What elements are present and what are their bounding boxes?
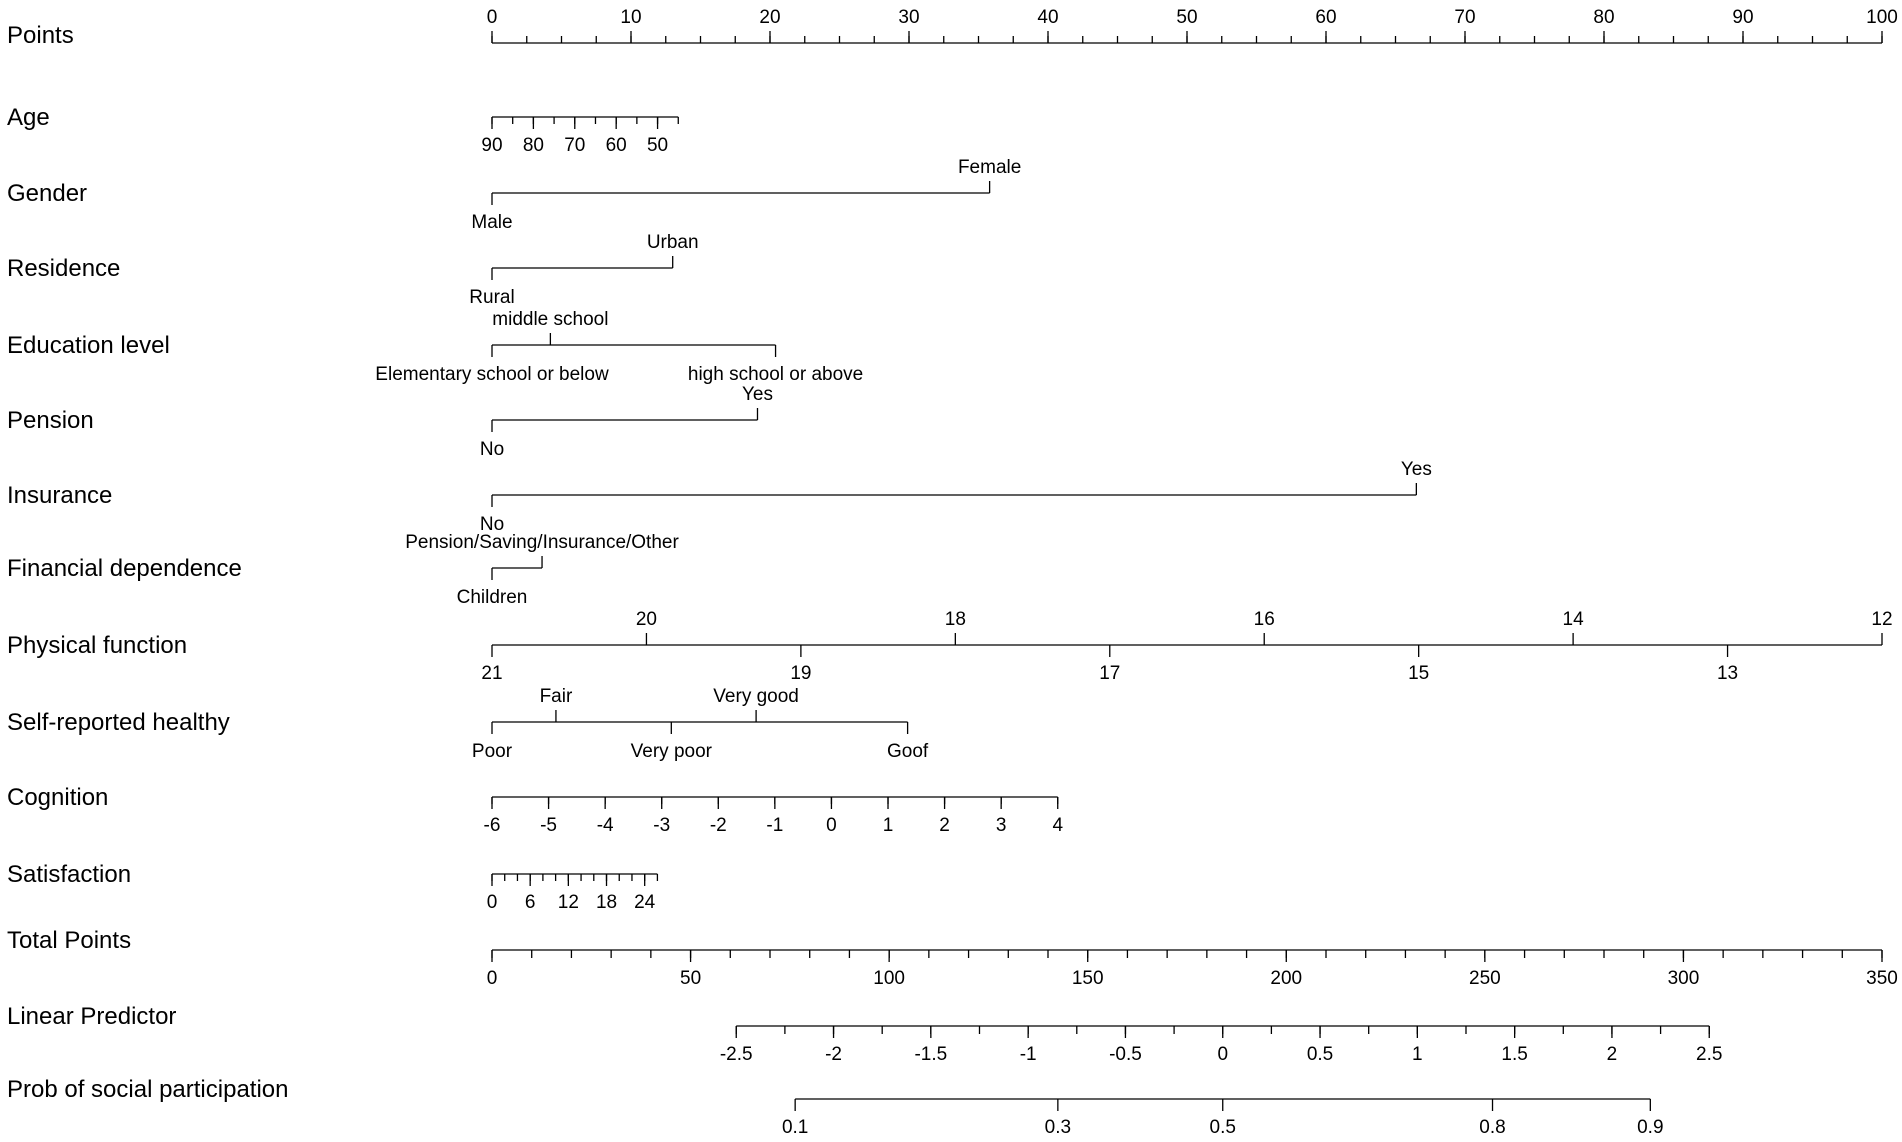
tick-label: 60 xyxy=(1315,7,1337,28)
tick-label: 90 xyxy=(1732,7,1754,28)
tick-label: -6 xyxy=(483,815,501,836)
tick-label: 50 xyxy=(680,968,702,989)
tick-label: 1.5 xyxy=(1501,1044,1528,1065)
category-label: Female xyxy=(957,157,1022,178)
category-label: Yes xyxy=(741,384,773,405)
tick-label: 80 xyxy=(1593,7,1615,28)
tick-label: 150 xyxy=(1071,968,1104,989)
category-label: Yes xyxy=(1400,459,1432,480)
row-label: Insurance xyxy=(7,482,113,509)
tick-label: 21 xyxy=(481,663,503,684)
tick-label: 1 xyxy=(882,815,894,836)
tick-label: 90 xyxy=(481,135,503,156)
tick-label: -1 xyxy=(766,815,784,836)
tick-label: 6 xyxy=(524,892,536,913)
tick-label: 20 xyxy=(759,7,781,28)
row-srh xyxy=(7,686,929,762)
category-label: Fair xyxy=(539,686,573,707)
tick-label: 19 xyxy=(790,663,812,684)
tick-label: 70 xyxy=(564,135,586,156)
row-financial xyxy=(7,532,679,608)
row-label: Gender xyxy=(7,180,88,207)
row-total-points xyxy=(7,927,1898,989)
tick-label: 70 xyxy=(1454,7,1476,28)
tick-label: 0.3 xyxy=(1044,1117,1072,1138)
row-label: Prob of social participation xyxy=(7,1076,289,1103)
category-label: No xyxy=(479,514,505,535)
row-insurance xyxy=(7,459,1432,535)
tick-label: 50 xyxy=(646,135,669,156)
tick-label: 40 xyxy=(1037,7,1059,28)
tick-label: 2 xyxy=(1606,1044,1618,1065)
tick-label: 4 xyxy=(1052,815,1064,836)
tick-label: 200 xyxy=(1270,968,1303,989)
tick-label: 100 xyxy=(873,968,905,989)
tick-label: 0.1 xyxy=(781,1117,809,1138)
row-physical xyxy=(7,609,1893,684)
category-label: Elementary school or below xyxy=(375,364,609,385)
tick-label: 80 xyxy=(522,135,544,156)
tick-label: 13 xyxy=(1716,663,1739,684)
category-label: Urban xyxy=(646,232,699,253)
tick-label: 18 xyxy=(595,892,618,913)
row-label: Pension xyxy=(7,407,94,434)
tick-label: 3 xyxy=(995,815,1007,836)
tick-label: 12 xyxy=(1871,609,1893,630)
tick-label: 250 xyxy=(1469,968,1501,989)
category-label: Pension/Saving/Insurance/Other xyxy=(405,532,679,553)
category-label: middle school xyxy=(492,309,609,330)
tick-label: -1 xyxy=(1019,1044,1037,1065)
tick-label: 60 xyxy=(605,135,627,156)
category-label: No xyxy=(479,439,505,460)
category-label: Male xyxy=(471,212,513,233)
tick-label: 1 xyxy=(1412,1044,1423,1065)
category-label: Poor xyxy=(471,741,513,762)
category-label: Children xyxy=(456,587,528,608)
row-satisfaction xyxy=(7,861,657,913)
row-label: Self-reported healthy xyxy=(7,709,230,736)
row-label: Residence xyxy=(7,255,121,282)
row-label: Physical function xyxy=(7,632,188,659)
tick-label: 12 xyxy=(557,892,579,913)
tick-label: -2.5 xyxy=(719,1044,753,1065)
row-label: Total Points xyxy=(7,927,132,954)
tick-label: 2 xyxy=(939,815,950,836)
row-label: Satisfaction xyxy=(7,861,132,888)
tick-label: 0 xyxy=(826,815,837,836)
row-label: Cognition xyxy=(7,784,109,811)
tick-label: -5 xyxy=(540,815,558,836)
category-label: Very good xyxy=(713,686,799,707)
row-label: Education level xyxy=(7,332,170,359)
tick-label: 0.9 xyxy=(1637,1117,1664,1138)
tick-label: 18 xyxy=(944,609,966,630)
tick-label: 300 xyxy=(1667,968,1700,989)
tick-label: 0 xyxy=(486,7,498,28)
tick-label: 2.5 xyxy=(1696,1044,1723,1065)
tick-label: 0.8 xyxy=(1479,1117,1506,1138)
row-points xyxy=(7,7,1898,49)
tick-label: -2 xyxy=(825,1044,842,1065)
tick-label: -3 xyxy=(653,815,671,836)
tick-label: 14 xyxy=(1562,609,1584,630)
row-label: Financial dependence xyxy=(7,555,242,582)
tick-label: 0 xyxy=(486,892,498,913)
tick-label: -0.5 xyxy=(1109,1044,1142,1065)
tick-label: 30 xyxy=(898,7,920,28)
tick-label: 350 xyxy=(1866,968,1898,989)
tick-label: 16 xyxy=(1253,609,1275,630)
category-label: Rural xyxy=(469,287,515,308)
tick-label: -1.5 xyxy=(914,1044,948,1065)
row-residence xyxy=(7,232,699,308)
row-label: Points xyxy=(7,22,74,49)
row-cognition xyxy=(7,784,1063,836)
tick-label: 50 xyxy=(1176,7,1198,28)
category-label: Very poor xyxy=(630,741,712,762)
tick-label: 100 xyxy=(1866,7,1898,28)
tick-label: 0.5 xyxy=(1306,1044,1334,1065)
tick-label: 10 xyxy=(620,7,642,28)
tick-label: 0 xyxy=(1217,1044,1229,1065)
tick-label: 15 xyxy=(1408,663,1430,684)
row-pension xyxy=(7,384,773,460)
tick-label: -4 xyxy=(596,815,614,836)
row-probability xyxy=(7,1076,1664,1138)
category-label: high school or above xyxy=(687,364,864,385)
row-education xyxy=(7,309,863,385)
tick-label: 0 xyxy=(486,968,498,989)
tick-label: 17 xyxy=(1099,663,1121,684)
tick-label: 20 xyxy=(635,609,658,630)
row-age xyxy=(7,104,678,156)
row-label: Age xyxy=(7,104,50,131)
tick-label: 0.5 xyxy=(1209,1117,1236,1138)
tick-label: 24 xyxy=(634,892,656,913)
tick-label: -2 xyxy=(709,815,727,836)
row-label: Linear Predictor xyxy=(7,1003,177,1030)
row-gender xyxy=(7,157,1021,233)
row-linear-predictor xyxy=(7,1003,1722,1065)
category-label: Goof xyxy=(887,741,929,762)
